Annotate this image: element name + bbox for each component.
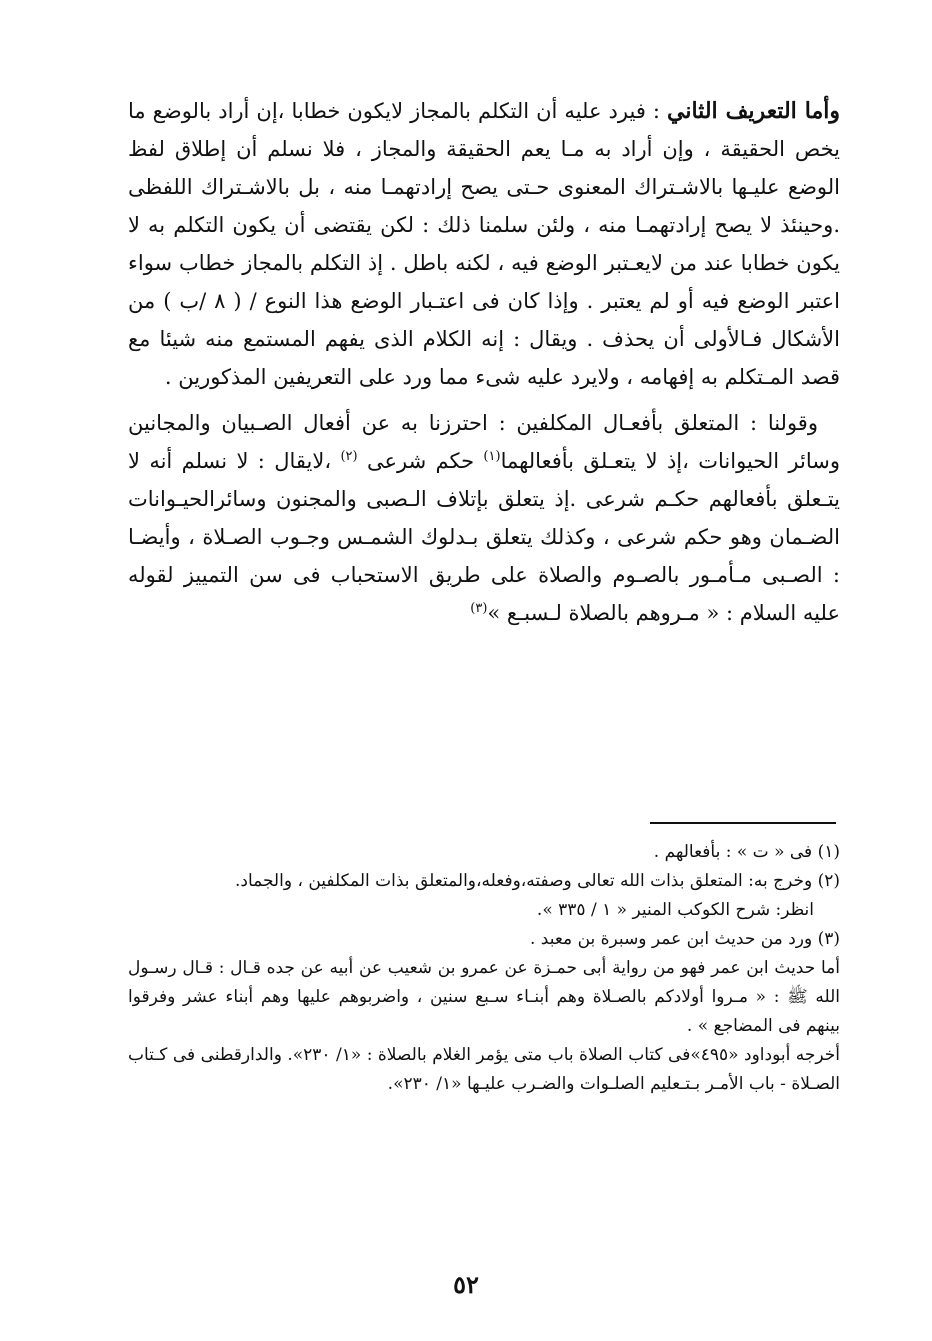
footnote-ref-2[interactable]: (٢) <box>340 449 358 464</box>
paragraph-text-part: ،لايقال : لا نسلم أنه لا يتـعلق بأفعالهم حكـم شرعى .إذ يتعلق بإتلاف الـصبى والمجنون وسائرالحيـوانات الضـمان وهو حكم شرعى ، وكذلك يتعلق بـدلوك الشمـس وجـوب الصـلاة ، وأيضـا : الصـبى مـأمـور بالصـوم والصلاة على طريق الاستحباب فى سن التمييز لقوله عليه السلام : « مـروهم بالصلاة لـسبـع » <box>128 449 840 625</box>
footnotes <box>128 838 840 1099</box>
main-text <box>128 92 840 632</box>
page-number: ٥٢ <box>453 1270 479 1299</box>
section-lead-heading: وأما التعريف الثاني <box>667 98 840 124</box>
footnote-2-source: انظر: شرح الكوكب المنير « ١ / ٣٣٥ ». <box>536 900 814 920</box>
footnote-divider <box>650 822 836 824</box>
footnote-ref-1[interactable]: (١) <box>483 449 501 464</box>
footnote-2: (٢) وخرج به: المتعلق بذات الله تعالى وصفته،وفعله،والمتعلق بذات المكلفين ، والجماد. <box>234 871 840 891</box>
paragraph-body: : فيرد عليه أن التكلم بالمجاز لايكون خطابا ،إن أراد بالوضع ما يخص الحقيقة ، وإن أراد به مـا يعم الحقيقة والمجاز ، فلا نسلم أن إطلاق لفظ الوضع عليـها بالاشـتراك المعنوى حـتى يصح إرادتهمـا منه ، بل بالاشـتراك اللفظى .وحينئذ لا يصح إرادتهمـا منه ، ولئن سلمنا ذلك : لكن يقتضى أن يكون التكلم به لا يكون خطابا عند من لايعـتبر الوضع فيه ، لكنه باطل . إذ التكلم بالمجاز خطاب سواء اعتبر الوضع فيه أو لم يعتبر . وإذا كان فى اعتـبار الوضع هذا النوع / ( ٨ /ب ) من الأشكال فـالأولى أن يحذف . ويقال : إنه الكلام الذى يفهم المستمع منه شيئا مع قصد المـتكلم به إفهامه ، ولايرد عليه شىء مما ورد على التعريفين المذكورين . <box>128 99 840 389</box>
footnote-3-takhrij: أخرجه أبوداود «٤٩٥»فى كتاب الصلاة باب متى يؤمر الغلام بالصلاة : «١/ ٢٣٠». والدارقطنى فى كـتاب الصـلاة - باب الأمـر بـتـعليم الصلـوات والضـرب عليـها «١/ ٢٣٠». <box>128 1045 840 1094</box>
footnote-ref-3[interactable]: (٣) <box>470 601 488 616</box>
paragraph-second-definition <box>128 92 840 396</box>
footnote-1: (١) فى « ت » : بأفعالهم . <box>653 842 840 862</box>
paragraph-text-part: وقولنا : المتعلق بأفعـال المكلفين : احترزنا به عن أفعال الصـبيان والمجانين وسائر الحيوانات ،إذ لا يتعـلق بأفعالهما <box>128 411 840 473</box>
paragraph-text-part: حكم شرعى <box>357 449 484 473</box>
footnote-3: (٣) ورد من حديث ابن عمر وسبرة بن معبد . <box>530 929 840 949</box>
footnote-3-hadith: أما حديث ابن عمر فهو من رواية أبى حمـزة عن عمرو بن شعيب عن أبيه عن جده قـال : قـال رسـول الله ﷺ : « مـروا أولادكم بالصـلاة وهم أبنـاء سـبع سنين ، واضربوهم عليها وهم أبناء عشر وفرقوا بينهم فى المضاجع » . <box>128 958 840 1036</box>
paragraph-mukallafin <box>128 404 840 632</box>
